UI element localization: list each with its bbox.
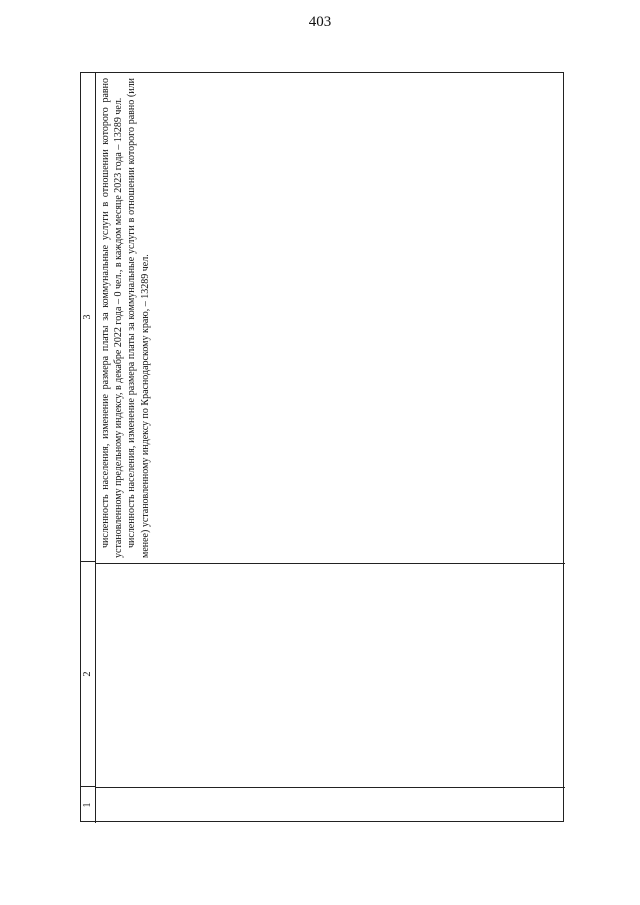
rotated-table	[81, 73, 565, 823]
cell-col-2	[96, 563, 565, 787]
header-col-1: 1	[81, 786, 95, 823]
paragraph: численность населения, изменение размера платы за коммунальные услуги в отношении которого равно установленному предельному индексу, в декабре 2022 года – 0 чел., в каждом месяце 2023 года – 13289 чел.	[100, 78, 125, 558]
document-table	[80, 72, 564, 822]
table-row	[96, 73, 565, 823]
table-header-row	[81, 73, 96, 823]
header-col-2: 2	[81, 561, 95, 786]
header-col-3: 3	[82, 314, 93, 320]
page-number: 403	[308, 14, 332, 30]
cell-col-3	[96, 73, 565, 563]
paragraph: численность населения, изменение размера платы за коммунальные услуги в отношении которого равно (или менее) установленному индексу по Краснодарскому краю, – 13289 чел.	[126, 78, 151, 558]
cell-col-1	[96, 787, 565, 823]
